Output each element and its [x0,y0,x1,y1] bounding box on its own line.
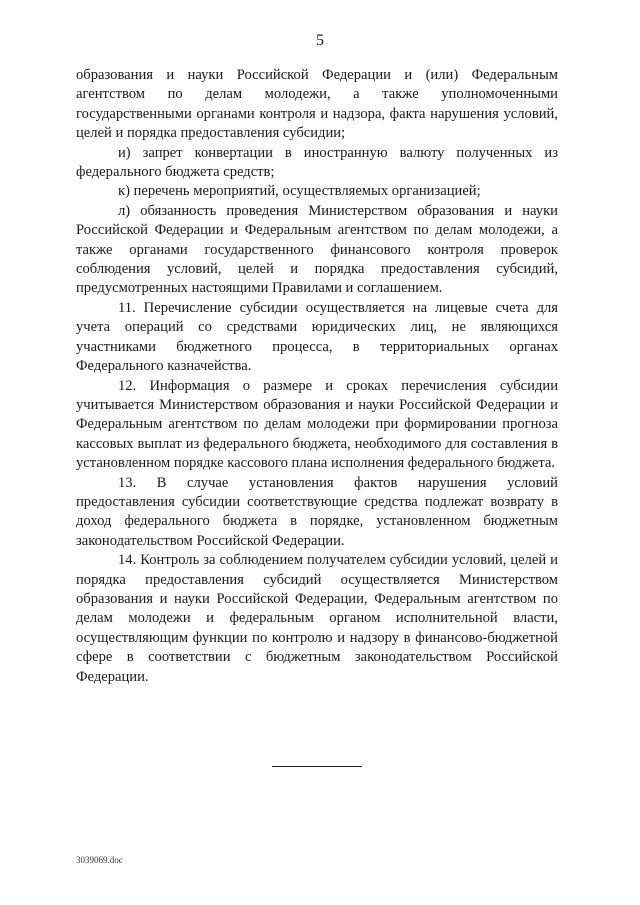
paragraph-item-l: л) обязанность проведения Министерством образования и науки Российской Федерации и Федеральным агентством по делам молодежи, а также органами государственного финансового контроля проверок соблюдения условий, целей и порядка предоставления субсидий, предусмотренных настоящими Правилами и соглашением. [76,202,558,297]
end-divider-line [272,766,362,767]
paragraph-item-i: и) запрет конвертации в иностранную валюту полученных из федерального бюджета средств; [76,144,558,181]
paragraph-item-13: 13. В случае установления фактов нарушения условий предоставления субсидии соответствующие средства подлежат возврату в доход федерального бюджета в порядке, установленном бюджетным законодательством Российской Федерации. [76,474,558,549]
paragraph-item-12: 12. Информация о размере и сроках перечисления субсидии учитывается Министерством образования и науки Российской Федерации и Федеральным агентством по делам молодежи при формировании прогноза кассовых выплат из федерального бюджета, необходимого для составления в установленном порядке кассового плана исполнения федерального бюджета. [76,377,558,472]
paragraph-item-k: к) перечень мероприятий, осуществляемых организацией; [118,183,481,200]
paragraph-continuation: образования и науки Российской Федерации и (или) Федеральным агентством по делам молодежи, а также уполномоченными государственными органами контроля и надзора, факта нарушения условий, целей и порядка предоставления субсидии; [76,67,558,142]
page-number: 5 [316,32,324,49]
document-body [76,66,558,687]
document-file-id: 3039069.doc [76,855,123,865]
paragraph-item-11: 11. Перечисление субсидии осуществляется на лицевые счета для учета операций со средствами юридических лиц, не являющихся участниками бюджетного процесса, в территориальных органах Федерального казначейства. [76,299,558,375]
paragraph-item-14: 14. Контроль за соблюдением получателем субсидии условий, целей и порядка предоставления субсидий осуществляется Министерством образования и науки Российской Федерации, Федеральным агентством по делам молодежи и федеральным органом исполнительной власти, осуществляющим функции по контролю и надзору в финансово-бюджетной сфере в соответствии с бюджетным законодательством Российской Федерации. [76,552,558,685]
